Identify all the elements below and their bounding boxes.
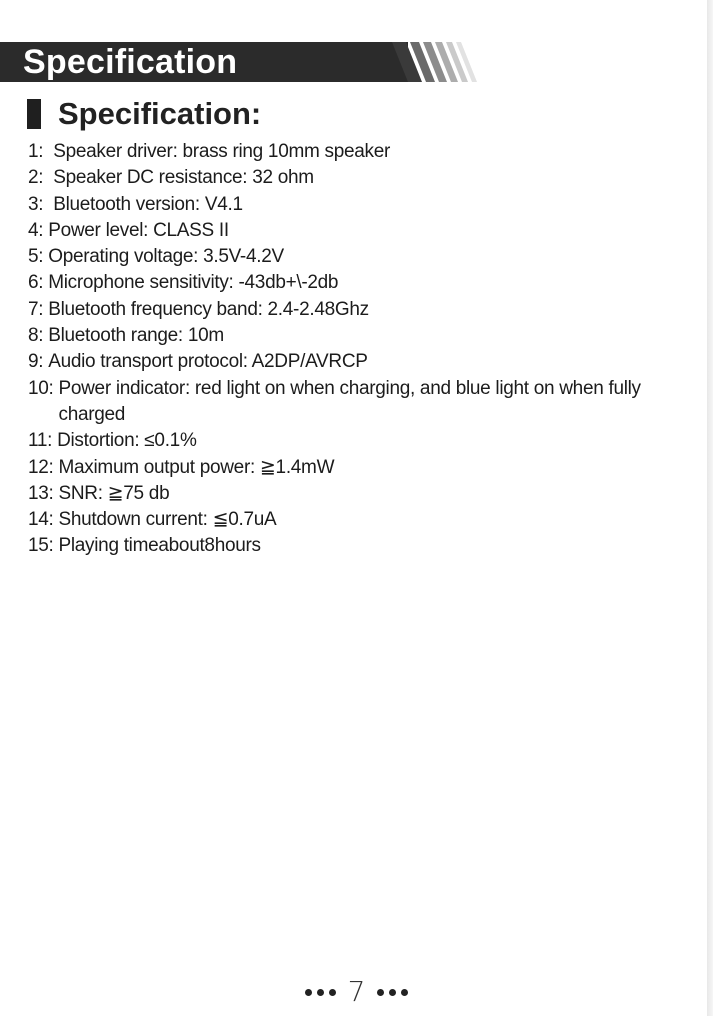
spec-item	[28, 165, 688, 191]
spec-item	[28, 376, 688, 429]
spec-item	[28, 244, 688, 270]
dot	[329, 989, 336, 996]
spec-item	[28, 192, 688, 218]
spec-number: 5:	[28, 246, 49, 268]
spec-text: Speaker driver: brass ring 10mm speaker	[53, 141, 390, 162]
page-edge	[707, 0, 713, 1016]
spec-text: Power indicator: red light on when charging, and blue light on when fully charged	[58, 377, 641, 425]
spec-text: SNR: ≧75 db	[58, 482, 170, 504]
spec-number: 15:	[28, 535, 59, 557]
heading-marker	[27, 99, 41, 129]
spec-item	[28, 428, 688, 454]
spec-number: 7:	[28, 298, 49, 320]
spec-number: 1:	[28, 141, 54, 162]
dot	[401, 989, 408, 996]
spec-text: Bluetooth version: V4.1	[53, 193, 243, 215]
spec-number: 6:	[28, 272, 49, 294]
spec-item	[28, 323, 688, 349]
spec-number: 12:	[28, 456, 59, 478]
spec-number: 14:	[28, 509, 59, 531]
page-title: Specification	[23, 43, 238, 81]
dot	[389, 989, 396, 996]
spec-text: Operating voltage: 3.5V-4.2V	[48, 246, 284, 268]
page-footer	[0, 974, 713, 1010]
section-heading	[27, 95, 261, 133]
spec-item	[28, 218, 688, 244]
spec-number: 9:	[28, 351, 49, 373]
spec-text: Power level: CLASS II	[48, 219, 229, 241]
page-number: 7	[347, 975, 366, 1008]
spec-number: 10:	[28, 377, 59, 399]
spec-number: 2:	[28, 167, 54, 189]
spec-item	[28, 507, 688, 533]
spec-text: Playing timeabout8hours	[58, 535, 261, 557]
dot	[317, 989, 324, 996]
spec-item	[28, 297, 688, 323]
spec-text: Maximum output power: ≧1.4mW	[58, 456, 335, 478]
header-banner	[0, 42, 480, 82]
header-stripes	[392, 42, 492, 82]
dot	[377, 989, 384, 996]
spec-item	[28, 481, 688, 507]
spec-item	[28, 270, 688, 296]
spec-text: Audio transport protocol: A2DP/AVRCP	[48, 351, 368, 373]
spec-item	[28, 139, 688, 165]
spec-number: 11:	[28, 430, 58, 452]
spec-text: Bluetooth range: 10m	[48, 325, 224, 347]
spec-text: Speaker DC resistance: 32 ohm	[53, 167, 314, 189]
spec-number: 8:	[28, 325, 49, 347]
right-dots-icon	[377, 989, 408, 996]
spec-text: Bluetooth frequency band: 2.4-2.48Ghz	[48, 298, 369, 320]
section-heading-text: Specification:	[58, 96, 262, 131]
left-dots-icon	[305, 989, 336, 996]
spec-number: 3:	[28, 193, 54, 215]
spec-text: Microphone sensitivity: -43db+\-2db	[48, 272, 339, 294]
spec-text: Shutdown current: ≦0.7uA	[58, 509, 277, 531]
spec-number: 13:	[28, 482, 59, 504]
spec-text: Distortion: ≤0.1%	[57, 430, 197, 452]
spec-item	[28, 349, 688, 375]
spec-item	[28, 533, 688, 559]
dot	[305, 989, 312, 996]
spec-item	[28, 455, 688, 481]
spec-number: 4:	[28, 219, 49, 241]
spec-list	[28, 139, 688, 560]
